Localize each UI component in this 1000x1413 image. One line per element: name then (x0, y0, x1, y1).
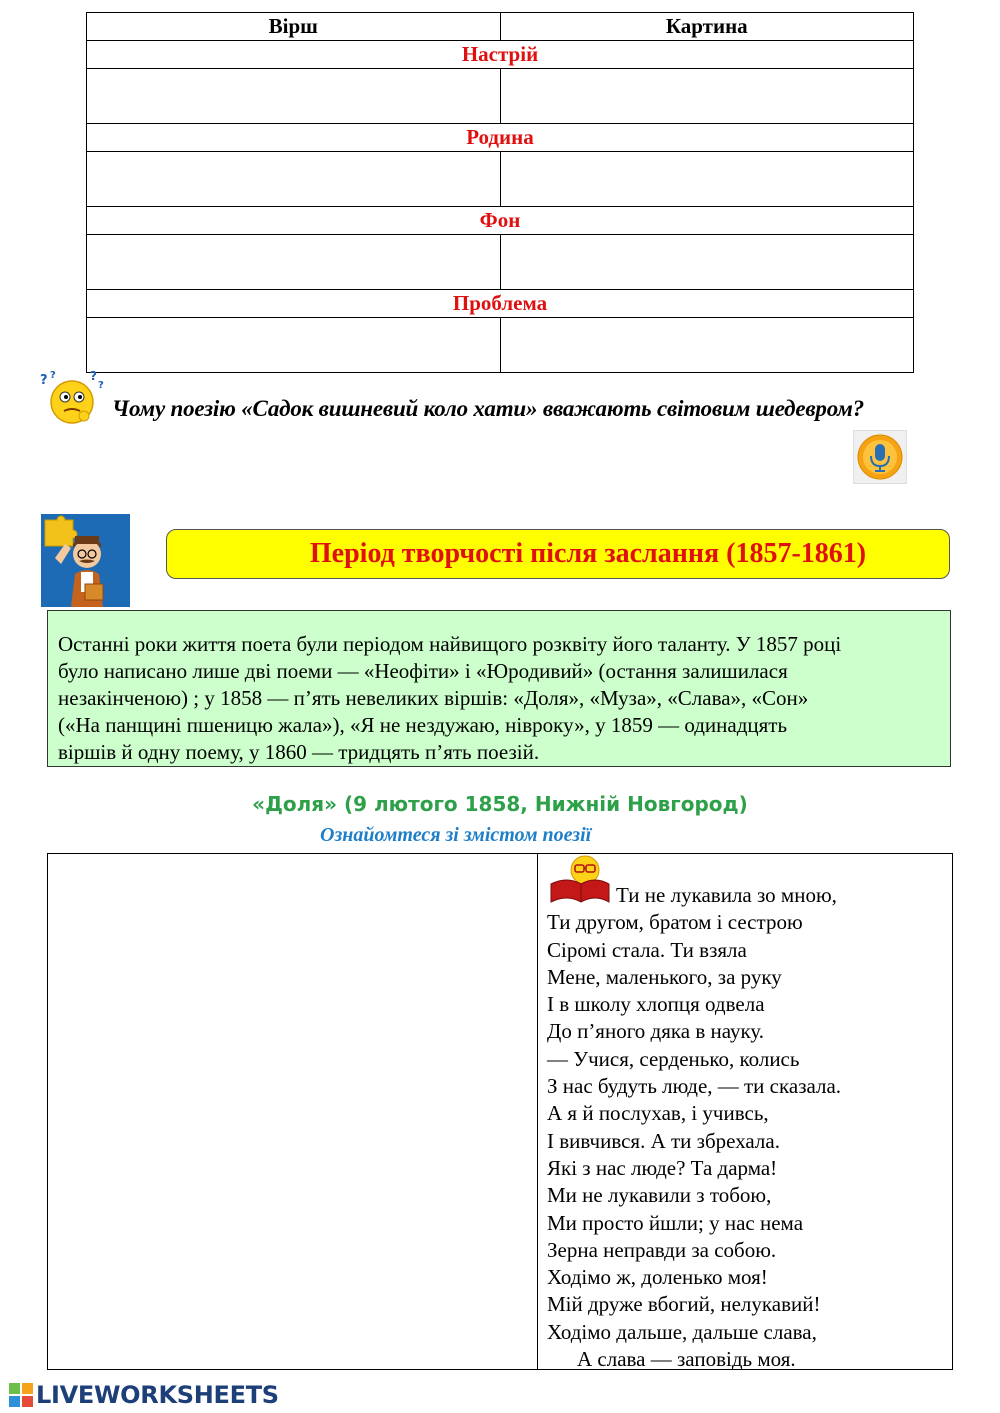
answer-cell-background-painting[interactable] (500, 235, 914, 290)
poem-line: Ти не лукавила зо мною, (616, 883, 837, 907)
poem-line: Ходімо ж, доленько моя! (547, 1265, 768, 1290)
discussion-question: Чому поезію «Садок вишневий коло хати» вважають світовим шедевром? (112, 396, 864, 421)
answer-cell-mood-poem[interactable] (87, 69, 501, 124)
answer-cell-problem-poem[interactable] (87, 318, 501, 373)
answer-row (87, 152, 914, 207)
info-line: незакінченою) ; у 1858 — п’ять невеликих віршів: «Доля», «Муза», «Слава», «Сон» (58, 686, 809, 710)
info-line: було написано лише дві поеми — «Неофіти» і «Юродивий» (остання залишилася (58, 659, 788, 683)
poem-answer-area[interactable] (48, 854, 538, 1369)
svg-text:?: ? (98, 380, 104, 391)
info-line: («На панщині пшеницю жала»), «Я не нездужаю, нівроку», у 1859 — одинадцять (58, 713, 788, 737)
poem-line: Які з нас люде? Та дарма! (547, 1155, 778, 1180)
info-line: віршів й одну поему, у 1860 — тридцять п’ять поезій. (58, 740, 540, 764)
poem-title: «Доля» (9 лютого 1858, Нижній Новгород) (252, 792, 748, 816)
section-row (87, 290, 914, 318)
teacher-puzzle-icon (41, 514, 130, 607)
table-header-row (87, 13, 914, 41)
poem-line: А слава — заповідь моя. (577, 1347, 796, 1372)
column-header-poem: Вірш (87, 13, 501, 41)
liveworksheets-logo (8, 1381, 279, 1409)
poem-line: Мене, маленького, за руку (547, 964, 782, 989)
poem-line: До п’яного дяка в науку. (547, 1019, 765, 1044)
comparison-table (86, 12, 914, 373)
poem-line: — Учися, серденько, колись (547, 1046, 800, 1071)
answer-cell-background-poem[interactable] (87, 235, 501, 290)
period-banner: Період творчості після заслання (1857-1861) (166, 529, 950, 579)
microphone-button[interactable] (853, 430, 907, 484)
section-label-problem: Проблема (87, 290, 914, 318)
svg-text:?: ? (40, 373, 48, 388)
answer-row (87, 318, 914, 373)
section-row (87, 41, 914, 69)
thinking-smiley-icon (40, 370, 106, 428)
answer-row (87, 69, 914, 124)
poem-line: Сіромі стала. Ти взяла (547, 937, 747, 962)
answer-cell-problem-painting[interactable] (500, 318, 914, 373)
poem-line: Ти другом, братом і сестрою (547, 910, 803, 935)
answer-cell-family-poem[interactable] (87, 152, 501, 207)
poem-line: І вивчився. А ти збрехала. (547, 1128, 780, 1153)
section-row (87, 124, 914, 152)
poem-line: І в школу хлопця одвела (547, 992, 765, 1017)
info-line: Останні роки життя поета були періодом найвищого розквіту його таланту. У 1857 році (58, 632, 842, 656)
logo-text: LIVEWORKSHEETS (36, 1381, 279, 1409)
answer-cell-family-painting[interactable] (500, 152, 914, 207)
column-header-painting: Картина (500, 13, 914, 41)
poem-line: Ходімо дальше, дальше слава, (547, 1319, 817, 1344)
answer-cell-mood-painting[interactable] (500, 69, 914, 124)
poem-text (547, 882, 841, 1373)
svg-text:?: ? (50, 370, 56, 381)
microphone-icon (854, 431, 906, 483)
poem-line: З нас будуть люде, — ти сказала. (547, 1074, 842, 1099)
section-row (87, 207, 914, 235)
poem-line: Ми просто йшли; у нас нема (547, 1210, 804, 1235)
section-label-background: Фон (87, 207, 914, 235)
logo-blocks-icon (8, 1382, 36, 1408)
poem-line: Ми не лукавили з тобою, (547, 1183, 772, 1208)
poem-line: Мій друже вбогий, нелукавий! (547, 1292, 821, 1317)
answer-row (87, 235, 914, 290)
poem-line: Зерна неправди за собою. (547, 1237, 777, 1262)
section-label-family: Родина (87, 124, 914, 152)
svg-text:?: ? (90, 370, 97, 383)
section-label-mood: Настрій (87, 41, 914, 69)
poem-subtitle: Ознайомтеся зі змістом поезії (320, 824, 592, 846)
poem-line: А я й послухав, і учивсь, (547, 1101, 769, 1126)
info-box (47, 610, 951, 767)
